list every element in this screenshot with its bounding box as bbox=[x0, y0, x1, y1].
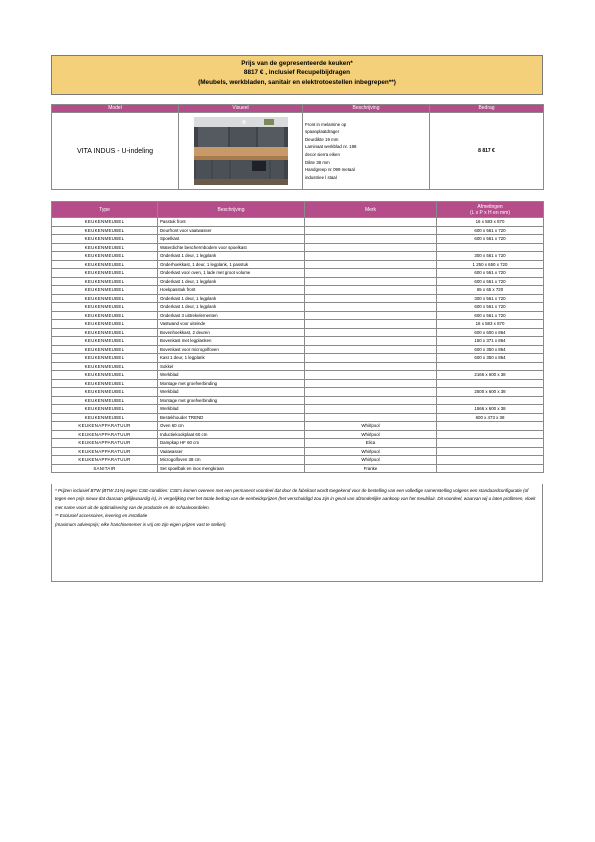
row-description: Bovenkast met legplanken bbox=[158, 337, 305, 346]
table-row bbox=[52, 337, 544, 346]
row-dimensions: 600 x 561 x 720 bbox=[437, 235, 544, 244]
row-description: Onderkast 3 uittrekelementen bbox=[158, 311, 305, 320]
row-brand bbox=[305, 260, 437, 269]
table-row bbox=[52, 379, 544, 388]
row-description: Passtuk front bbox=[158, 218, 305, 227]
price-header-box bbox=[51, 55, 543, 95]
row-description: Waterdichte beschermbodem voor spoelkast bbox=[158, 243, 305, 252]
row-brand bbox=[305, 354, 437, 363]
model-desc-line: industriee l staal bbox=[305, 174, 337, 180]
row-dimensions: 16 x 583 x 870 bbox=[437, 218, 544, 227]
model-desc-line: decor sierra eiken bbox=[305, 152, 340, 157]
row-type: KEUKENMEUBEL bbox=[52, 379, 158, 388]
table-row bbox=[52, 328, 544, 337]
row-type: KEUKENMEUBEL bbox=[52, 286, 158, 295]
row-brand bbox=[305, 379, 437, 388]
row-type: KEUKENMEUBEL bbox=[52, 388, 158, 397]
row-description: Bestekhouder TREND bbox=[158, 413, 305, 422]
row-brand: Franke bbox=[305, 464, 437, 473]
row-type: SANITAIR bbox=[52, 464, 158, 473]
table-row bbox=[52, 243, 544, 252]
table-row bbox=[52, 218, 544, 227]
model-price: 8 817 € bbox=[430, 113, 544, 190]
row-description: Deurfront voor vaatwasser bbox=[158, 226, 305, 235]
row-dimensions: 65 x 65 x 720 bbox=[437, 286, 544, 295]
row-type: KEUKENMEUBEL bbox=[52, 362, 158, 371]
row-type: KEUKENMEUBEL bbox=[52, 413, 158, 422]
row-dimensions: 300 x 561 x 720 bbox=[437, 252, 544, 261]
table-row bbox=[52, 226, 544, 235]
row-description: Werkblad bbox=[158, 371, 305, 380]
row-type: KEUKENMEUBEL bbox=[52, 396, 158, 405]
header-dimensions-line1: Afmetingen bbox=[477, 203, 503, 210]
row-dimensions: 600 x 473 x 38 bbox=[437, 413, 544, 422]
row-dimensions bbox=[437, 430, 544, 439]
row-description: Bovenkast voor microgolfoven bbox=[158, 345, 305, 354]
row-dimensions: 600 x 600 x 864 bbox=[437, 328, 544, 337]
header-visual: Visueel bbox=[179, 105, 303, 113]
row-description: Inductiekookplaat 60 cm bbox=[158, 430, 305, 439]
row-type: KEUKENMEUBEL bbox=[52, 243, 158, 252]
row-dimensions: 600 x 561 x 720 bbox=[437, 226, 544, 235]
header-model: Model bbox=[52, 105, 179, 113]
row-description: Montage met groefverbinding bbox=[158, 379, 305, 388]
footnote-excluded: ** Exclusief accessoires, levering en installatie bbox=[55, 513, 148, 519]
table-row bbox=[52, 405, 544, 414]
row-dimensions: 600 x 561 x 720 bbox=[437, 269, 544, 278]
row-dimensions bbox=[437, 362, 544, 371]
row-type: KEUKENMEUBEL bbox=[52, 218, 158, 227]
header-type: Type bbox=[52, 202, 158, 218]
row-dimensions: 300 x 561 x 720 bbox=[437, 294, 544, 303]
row-dimensions bbox=[437, 456, 544, 465]
row-description: Sokkel bbox=[158, 362, 305, 371]
model-desc-line: Dikte 38 mm bbox=[305, 159, 330, 165]
row-description: Spoelkast bbox=[158, 235, 305, 244]
row-brand bbox=[305, 413, 437, 422]
row-type: KEUKENAPPARATUUR bbox=[52, 447, 158, 456]
row-brand bbox=[305, 286, 437, 295]
row-description: Vastwand voor uiteinde bbox=[158, 320, 305, 329]
footnote-vat: * Prijzen inclusief BTW (BTW 21%) tegen CSE-condities: CSE's komen overeen met een permanent voordeel dat door de fabrikant wordt toegekend voor de bestelling van een volledige samenstelling volgens een standaardconfiguratie (of tegen een prijs nieuw dat daaraan gelijkwaardig is), in vergelijking met het totale bedrag van de eenheidsprijzen (het verschuldigd zou zijn in geval van afzonderlijke aankoop van het meubilair. Dit voordeel, waarvan wij u laten profiteren, vloeit met name voort uit de optimalisering van de productie en de schaalvoordelen. bbox=[55, 488, 536, 510]
row-brand: Whirlpool bbox=[305, 422, 437, 431]
table-row bbox=[52, 413, 544, 422]
row-dimensions: 2500 x 600 x 38 bbox=[437, 388, 544, 397]
table-row bbox=[52, 354, 544, 363]
row-dimensions: 2166 x 600 x 38 bbox=[437, 371, 544, 380]
footnotes bbox=[51, 484, 543, 582]
row-description: Oven 60 cm bbox=[158, 422, 305, 431]
row-dimensions bbox=[437, 243, 544, 252]
header-dimensions bbox=[437, 202, 544, 218]
table-row bbox=[52, 311, 544, 320]
row-type: KEUKENMEUBEL bbox=[52, 294, 158, 303]
row-description: Onderkast 1 deur, 1 legplank bbox=[158, 303, 305, 312]
table-row bbox=[52, 422, 544, 431]
header-description: Beschrijving bbox=[303, 105, 430, 113]
row-type: KEUKENMEUBEL bbox=[52, 277, 158, 286]
row-dimensions bbox=[437, 396, 544, 405]
row-type: KEUKENAPPARATUUR bbox=[52, 439, 158, 448]
row-brand: Whirlpool bbox=[305, 447, 437, 456]
row-description: Werkblad bbox=[158, 388, 305, 397]
row-dimensions bbox=[437, 464, 544, 473]
table-row bbox=[52, 303, 544, 312]
row-description: Bovenhoekkast, 2 deuren bbox=[158, 328, 305, 337]
row-description: Montage met groefverbinding bbox=[158, 396, 305, 405]
row-type: KEUKENMEUBEL bbox=[52, 328, 158, 337]
row-description: Dampkap HF 60 cm bbox=[158, 439, 305, 448]
row-dimensions: 600 x 561 x 720 bbox=[437, 303, 544, 312]
footnote-max-price: (maximum adviesprijs; elke franchisenemer is vrij om zijn eigen prijzen vast te stellen). bbox=[55, 521, 227, 527]
row-dimensions: 150 x 371 x 864 bbox=[437, 337, 544, 346]
row-brand bbox=[305, 252, 437, 261]
table-row bbox=[52, 388, 544, 397]
row-description: Kast 1 deur, 1 legplank bbox=[158, 354, 305, 363]
price-header-line1: Prijs van de gepresenteerde keuken* bbox=[241, 60, 353, 67]
table-row bbox=[52, 464, 544, 473]
row-description: Onderkast 1 deur, 1 legplank bbox=[158, 252, 305, 261]
price-header-line2: 8817 € , inclusief Recupelbijdragen bbox=[243, 69, 351, 77]
row-brand bbox=[305, 235, 437, 244]
row-brand bbox=[305, 294, 437, 303]
model-row bbox=[52, 113, 544, 190]
items-table-body bbox=[52, 218, 544, 473]
row-description: Microgolfoven 38 cm bbox=[158, 456, 305, 465]
row-dimensions: 600 x 350 x 864 bbox=[437, 354, 544, 363]
header-dimensions-line2: (L x P x H en mm) bbox=[469, 209, 510, 216]
row-brand bbox=[305, 218, 437, 227]
row-type: KEUKENMEUBEL bbox=[52, 405, 158, 414]
row-type: KEUKENMEUBEL bbox=[52, 354, 158, 363]
row-brand bbox=[305, 320, 437, 329]
row-type: KEUKENMEUBEL bbox=[52, 337, 158, 346]
row-brand bbox=[305, 328, 437, 337]
row-description: Onderkast voor oven, 1 lade met groot volume bbox=[158, 269, 305, 278]
table-row bbox=[52, 286, 544, 295]
row-type: KEUKENMEUBEL bbox=[52, 320, 158, 329]
row-dimensions: 600 x 561 x 720 bbox=[437, 277, 544, 286]
row-description: Hoekpasstuk front bbox=[158, 286, 305, 295]
row-type: KEUKENAPPARATUUR bbox=[52, 422, 158, 431]
row-brand bbox=[305, 277, 437, 286]
row-dimensions: 16 x 583 x 870 bbox=[437, 320, 544, 329]
row-type: KEUKENAPPARATUUR bbox=[52, 456, 158, 465]
model-name: VITA INDUS - U-indeling bbox=[52, 113, 179, 190]
row-description: Vaatwasser bbox=[158, 447, 305, 456]
row-dimensions bbox=[437, 447, 544, 456]
table-row bbox=[52, 371, 544, 380]
row-brand bbox=[305, 226, 437, 235]
table-row bbox=[52, 362, 544, 371]
row-dimensions bbox=[437, 439, 544, 448]
header-amount: Bedrag bbox=[430, 105, 544, 113]
row-brand bbox=[305, 405, 437, 414]
model-description bbox=[303, 113, 430, 190]
row-description: Onderhoekkast, 1 deur, 1 legplank, 1 passtuk bbox=[158, 260, 305, 269]
row-brand bbox=[305, 303, 437, 312]
row-brand: Elica bbox=[305, 439, 437, 448]
row-type: KEUKENMEUBEL bbox=[52, 345, 158, 354]
row-description: Onderkast 1 deur, 1 legplank bbox=[158, 294, 305, 303]
row-type: KEUKENMEUBEL bbox=[52, 269, 158, 278]
row-type: KEUKENMEUBEL bbox=[52, 311, 158, 320]
row-type: KEUKENMEUBEL bbox=[52, 260, 158, 269]
row-type: KEUKENMEUBEL bbox=[52, 226, 158, 235]
kitchen-visual-cell bbox=[179, 113, 303, 190]
row-dimensions bbox=[437, 379, 544, 388]
row-type: KEUKENMEUBEL bbox=[52, 303, 158, 312]
header-item-description: Beschrijving bbox=[158, 202, 305, 218]
header-brand: Merk bbox=[305, 202, 437, 218]
row-brand bbox=[305, 345, 437, 354]
model-desc-line: Laminaat werkblad nr. 198 bbox=[305, 144, 357, 150]
table-row bbox=[52, 294, 544, 303]
table-row bbox=[52, 439, 544, 448]
row-brand bbox=[305, 243, 437, 252]
row-dimensions: 1566 x 600 x 38 bbox=[437, 405, 544, 414]
table-row bbox=[52, 396, 544, 405]
row-dimensions: 600 x 561 x 720 bbox=[437, 311, 544, 320]
row-dimensions bbox=[437, 422, 544, 431]
kitchen-photo bbox=[194, 117, 288, 185]
table-row bbox=[52, 456, 544, 465]
row-dimensions: 1 250 x 650 x 720 bbox=[437, 260, 544, 269]
row-brand bbox=[305, 362, 437, 371]
row-brand bbox=[305, 269, 437, 278]
items-table-header-row bbox=[52, 202, 544, 218]
table-row bbox=[52, 277, 544, 286]
items-table bbox=[51, 201, 544, 473]
row-type: KEUKENAPPARATUUR bbox=[52, 430, 158, 439]
model-desc-line: Front in melamine op bbox=[305, 121, 347, 127]
model-desc-line: Deurdikte 19 mm bbox=[305, 136, 339, 142]
row-brand bbox=[305, 337, 437, 346]
row-brand bbox=[305, 396, 437, 405]
model-desc-line: spaanplaatdrager bbox=[305, 129, 340, 135]
table-row bbox=[52, 269, 544, 278]
table-row bbox=[52, 252, 544, 261]
row-brand: Whirlpool bbox=[305, 430, 437, 439]
model-table bbox=[51, 104, 544, 190]
model-table-header-row bbox=[52, 105, 544, 113]
row-type: KEUKENMEUBEL bbox=[52, 235, 158, 244]
row-description: Set spoelbak en inox mengkraan bbox=[158, 464, 305, 473]
row-description: Onderkast 1 deur, 1 legplank bbox=[158, 277, 305, 286]
table-row bbox=[52, 447, 544, 456]
row-brand: Whirlpool bbox=[305, 456, 437, 465]
table-row bbox=[52, 260, 544, 269]
row-description: Werkblad bbox=[158, 405, 305, 414]
row-type: KEUKENMEUBEL bbox=[52, 371, 158, 380]
row-brand bbox=[305, 371, 437, 380]
table-row bbox=[52, 430, 544, 439]
row-type: KEUKENMEUBEL bbox=[52, 252, 158, 261]
model-desc-line: Handgreep nr 099 metaal bbox=[305, 167, 355, 173]
table-row bbox=[52, 320, 544, 329]
row-brand bbox=[305, 388, 437, 397]
table-row bbox=[52, 345, 544, 354]
price-header-line3: (Meubels, werkbladen, sanitair en elektrotoestellen inbegrepen**) bbox=[198, 78, 396, 86]
table-row bbox=[52, 235, 544, 244]
row-brand bbox=[305, 311, 437, 320]
row-dimensions: 600 x 350 x 864 bbox=[437, 345, 544, 354]
